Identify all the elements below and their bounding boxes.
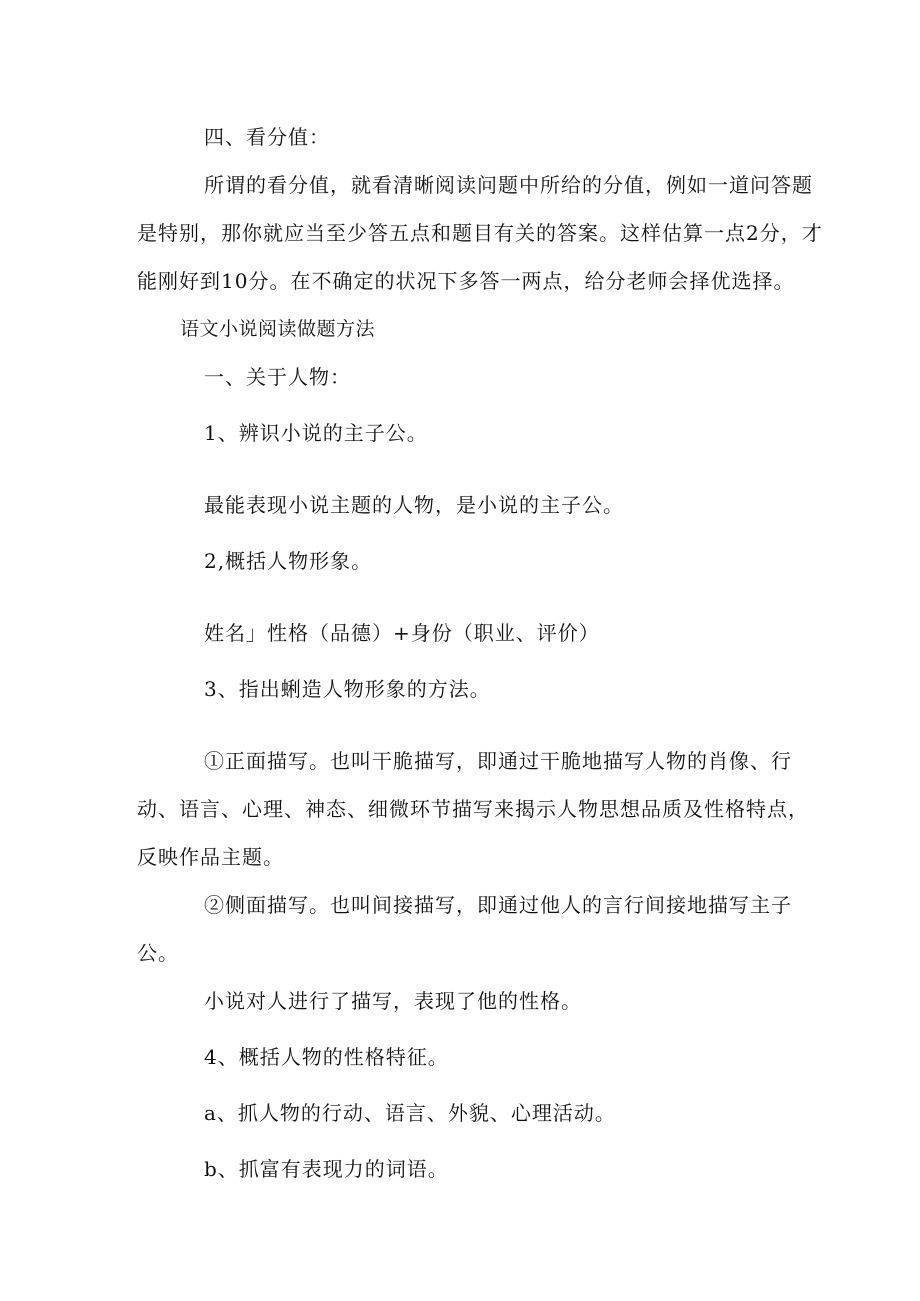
paragraph-line: 能刚好到10分。在不确定的状况下多答一两点，给分老师会择优选择。	[137, 269, 795, 293]
section-heading: 四、看分值：	[204, 125, 330, 149]
paragraph-line: 小说对人进行了描写，表现了他的性格。	[204, 989, 582, 1013]
paragraph-line: ①正面描写。也叫干脆描写，即通过干脆地描写人物的肖像、行	[204, 749, 792, 773]
part-heading: 一、关于人物：	[204, 365, 351, 389]
paragraph-line: 姓名」性格（品德）+身份（职业、评价）	[204, 621, 600, 645]
paragraph-line: 反映作品主题。	[137, 845, 284, 869]
list-item: 2,概括人物形象。	[204, 549, 373, 573]
paragraph-line: ②侧面描写。也叫间接描写，即通过他人的言行间接地描写主子	[204, 893, 792, 917]
paragraph-line: 是特别，那你就应当至少答五点和题目有关的答案。这样估算一点2分，才	[137, 221, 823, 245]
paragraph-line: 动、语言、心理、神态、细微环节描写来揭示人物思想品质及性格特点，	[137, 797, 809, 821]
list-item: a、抓人物的行动、语言、外貌、心理活动。	[204, 1101, 616, 1125]
paragraph-line: 所谓的看分值，就看清晰阅读问题中所给的分值，例如一道问答题	[204, 173, 813, 197]
list-item: 1、辨识小说的主子公。	[204, 421, 428, 445]
paragraph-line: 最能表现小说主题的人物，是小说的主子公。	[204, 493, 624, 517]
section-title: 语文小说阅读做题方法	[180, 318, 376, 340]
list-item: 3、指出蜊造人物形象的方法。	[204, 677, 491, 701]
list-item: 4、概括人物的性格特征。	[204, 1045, 449, 1069]
paragraph-line: 公。	[137, 941, 179, 965]
list-item: b、抓富有表现力的词语。	[204, 1157, 449, 1181]
